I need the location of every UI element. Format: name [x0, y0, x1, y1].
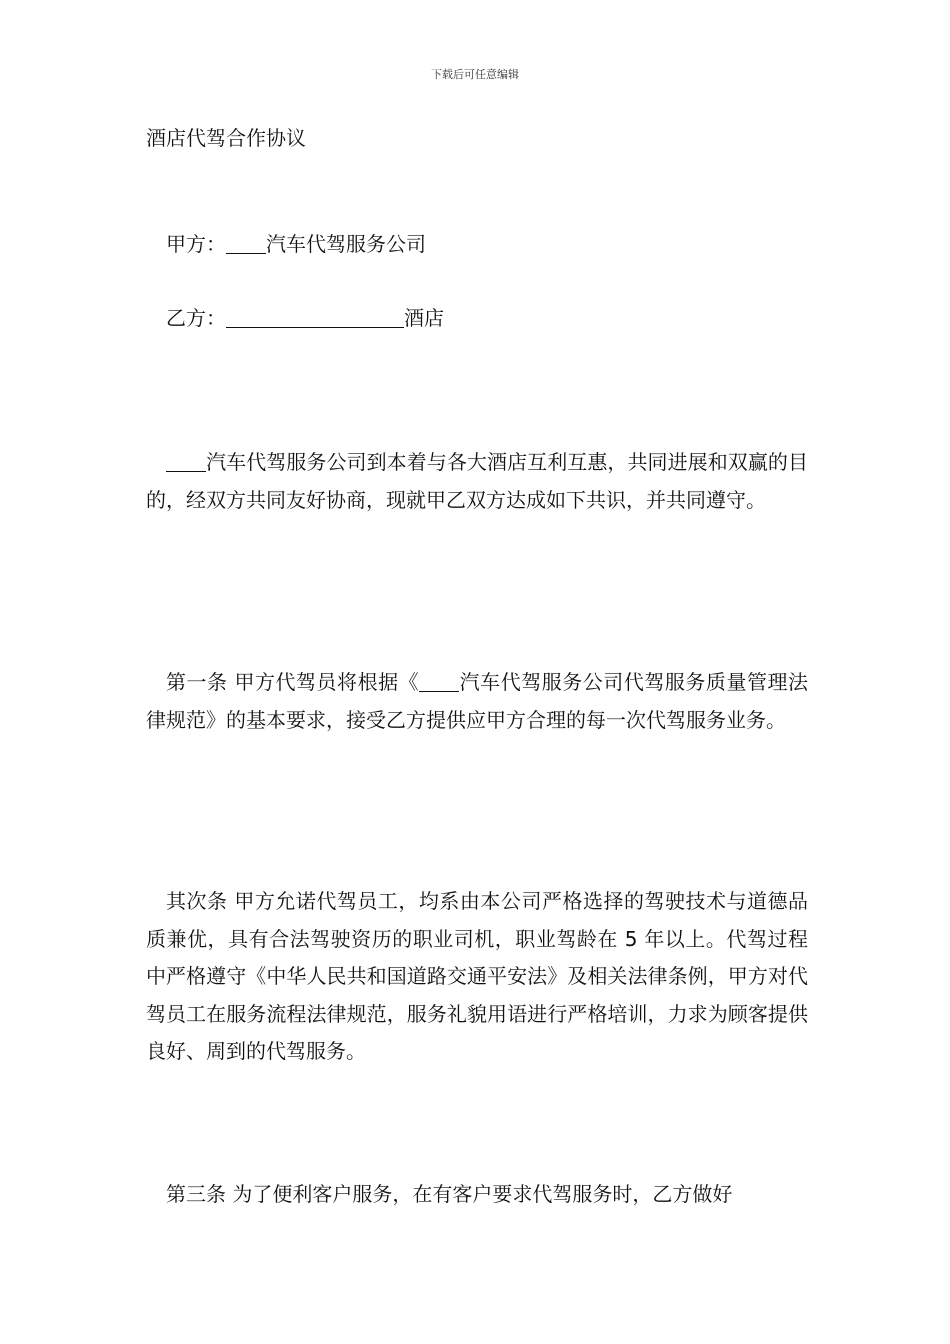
party-a-line: [166, 228, 426, 260]
intro-blank: [166, 449, 206, 472]
party-b-blank: [226, 305, 404, 328]
party-a-label: 甲方：: [166, 232, 226, 256]
party-b-line: [166, 302, 444, 334]
intro-text: 汽车代驾服务公司到本着与各大酒店互利互惠，共同进展和双赢的目的，经双方共同友好协商，现就甲乙双方达成如下共识，并共同遵守。: [146, 450, 808, 512]
intro-paragraph: [146, 444, 808, 519]
party-a-name: 汽车代驾服务公司: [266, 232, 426, 256]
article-2-paragraph: 其次条 甲方允诺代驾员工，均系由本公司严格选择的驾驶技术与道德品质兼优，具有合法驾驶资历的职业司机，职业驾龄在 5 年以上。代驾过程中严格遵守《中华人民共和国道路交通平安法》及相关法律条例，甲方对代驾员工在服务流程法律规范，服务礼貌用语进行严格培训，力求为顾客提供良好、周到的代驾服务。: [146, 889, 808, 1063]
party-b-name: 酒店: [404, 306, 444, 330]
article-3-paragraph: 第三条 为了便利客户服务，在有客户要求代驾服务时，乙方做好: [166, 1182, 733, 1206]
party-a-blank: [226, 231, 266, 254]
header-note: 下载后可任意编辑: [431, 68, 519, 81]
article-1-paragraph: [146, 664, 808, 739]
party-b-label: 乙方：: [166, 306, 226, 330]
article-1-text: 汽车代驾服务公司代驾服务质量管理法律规范》的基本要求，接受乙方提供应甲方合理的每一次代驾服务业务。: [146, 670, 809, 732]
article-1-prefix: 第一条 甲方代驾员将根据《: [166, 670, 420, 694]
article-1-blank: [419, 669, 459, 692]
document-title: 酒店代驾合作协议: [146, 126, 306, 150]
